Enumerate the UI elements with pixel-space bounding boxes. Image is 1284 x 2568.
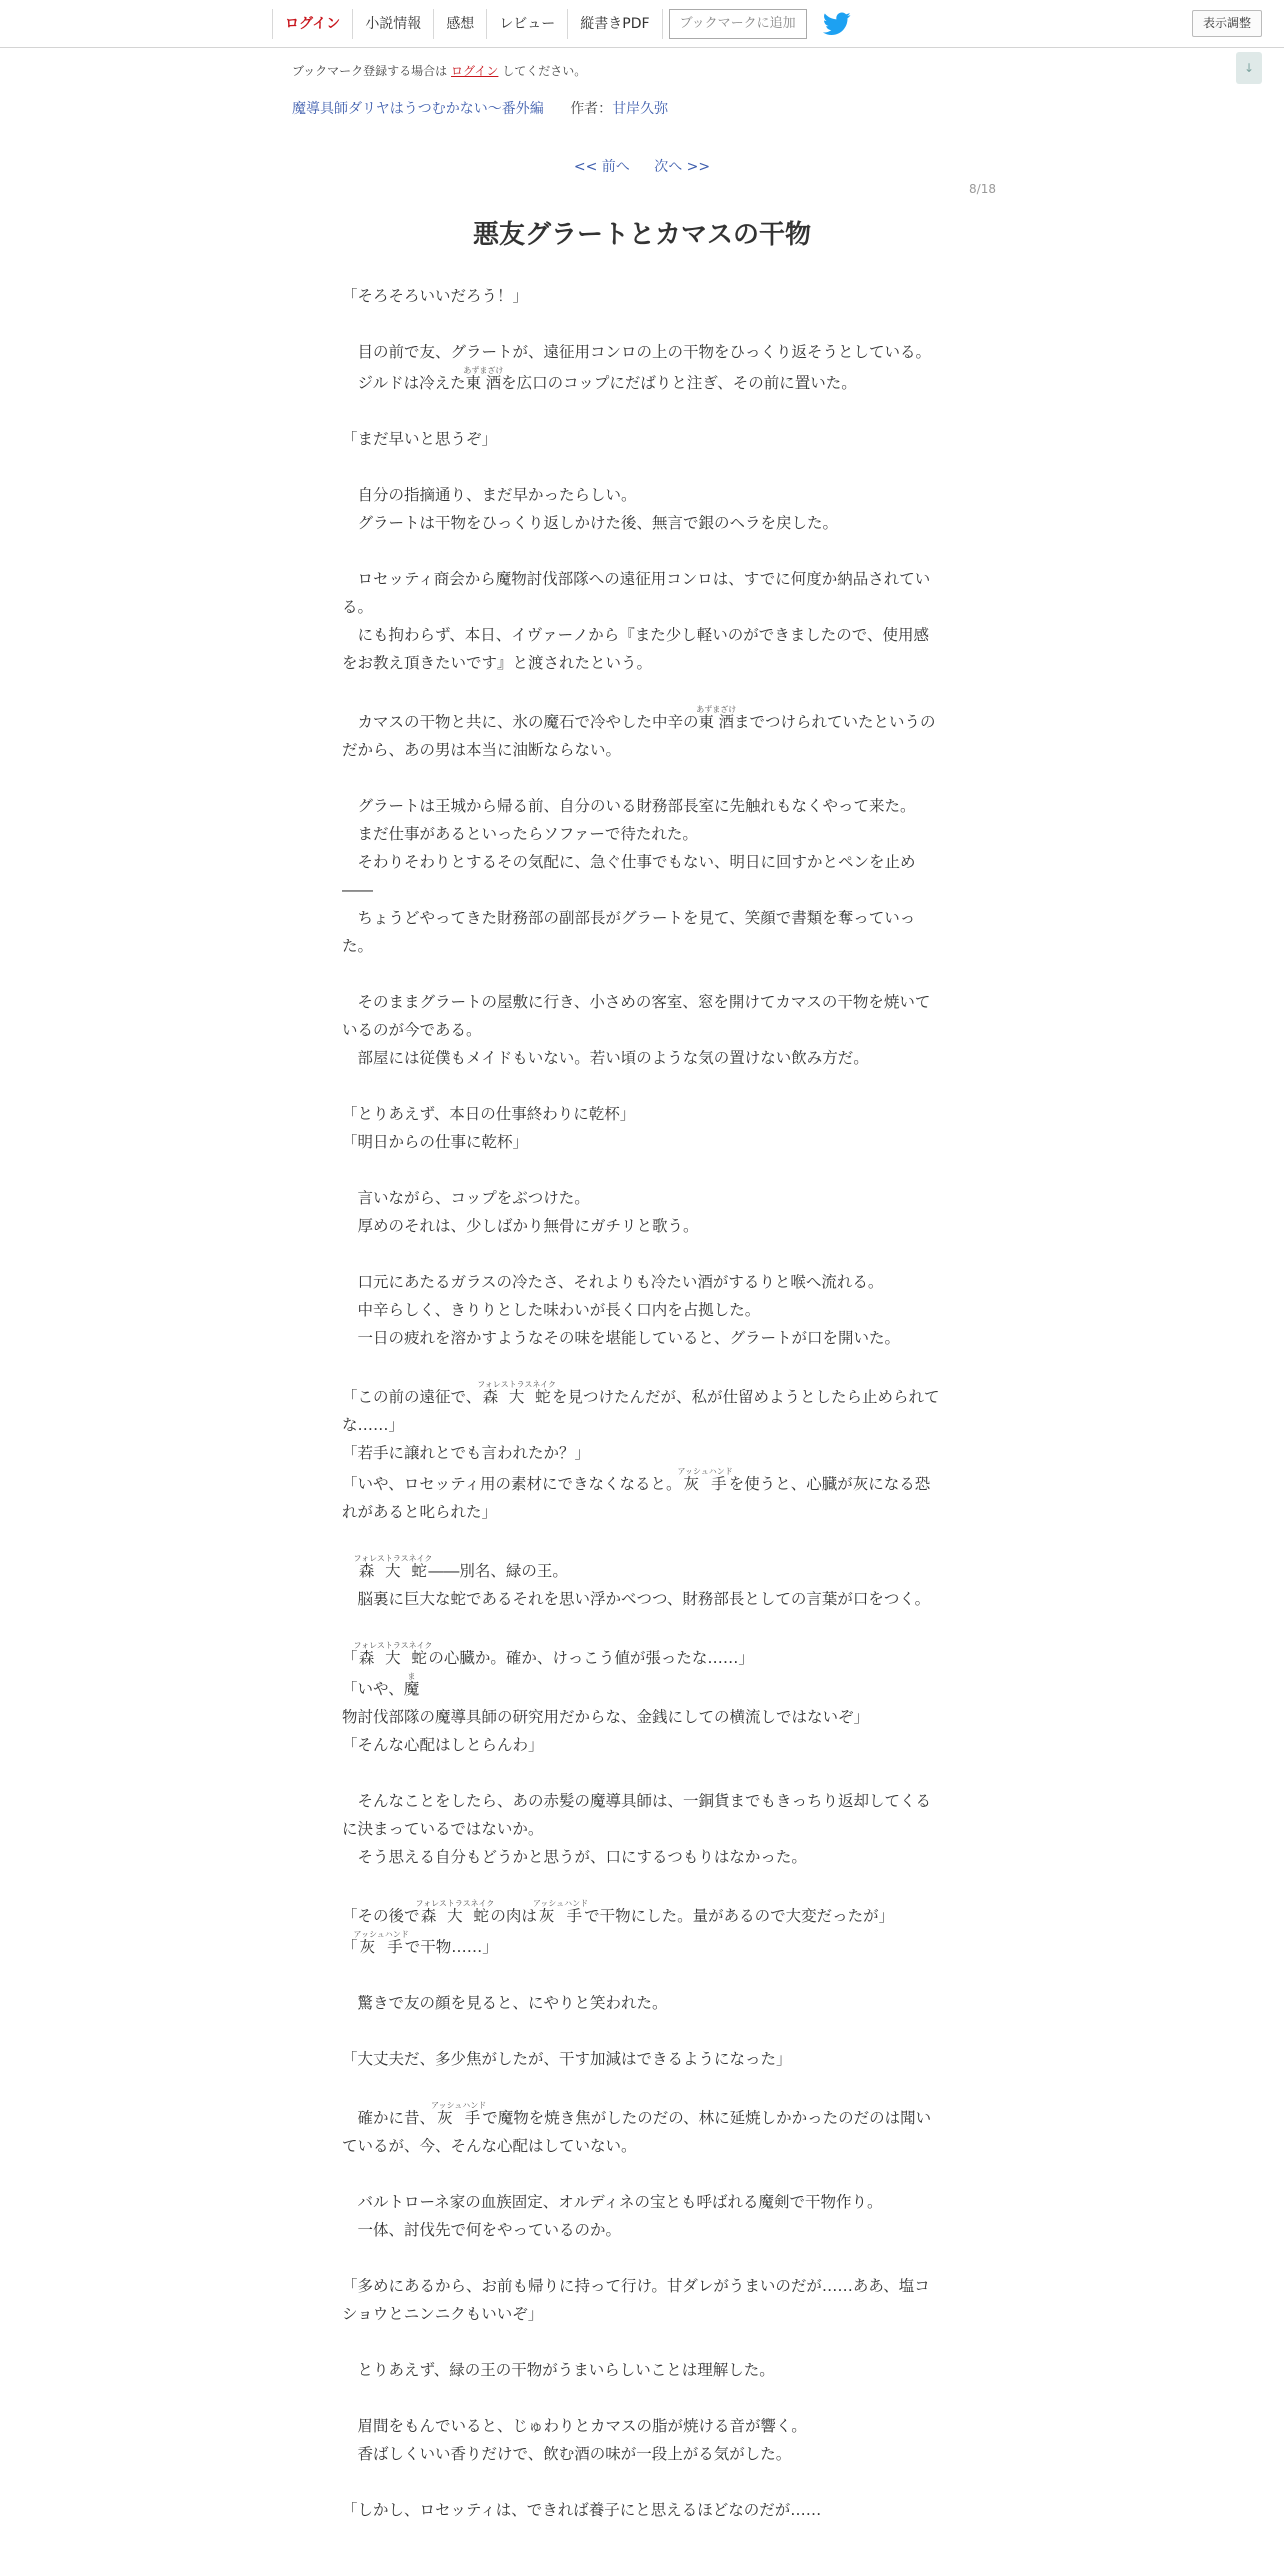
ruby-base: 灰手 [532,1907,589,1925]
ruby-base: 森大蛇 [353,1562,433,1580]
body-line: 口元にあたるガラスの冷たさ、それよりも冷たい酒がするりと喉へ流れる。 [342,1273,884,1291]
text-segment: までつけられていたというのだから、あの男は本当に油断ならない。 [342,713,936,759]
text-segment: カマスの干物と共に、氷の魔石で冷やした中辛の [342,713,699,731]
ruby-base: 森大蛇 [477,1388,556,1406]
notice-prefix: ブックマーク登録する場合は [292,64,448,78]
text-segment: で干物……」 [404,1938,498,1956]
body-line: 「そろそろいいだろう！」 [342,287,529,305]
ruby-ash-hand [431,2101,487,2127]
review-link[interactable]: レビュー [486,9,567,39]
body-line: 一日の疲れを溶かすようなその味を堪能していると、グラートが口を開いた。 [342,1329,901,1347]
body-line: 香ばしくいい香りだけで、飲む酒の味が一段上がる気がした。 [342,2445,792,2463]
body-line: 「そんな心配はしとらんわ」 [342,1736,544,1754]
ruby-ash-hand [532,1899,589,1925]
body-line: とりあえず、緑の王の干物がうまいらしいことは理解した。 [342,2361,775,2379]
body-line [342,1930,942,1961]
ruby-base: 魔 [403,1680,420,1698]
ruby-reading: フォレストラスネイク [353,1641,433,1650]
text-segment: 「いや、ロセッティ用の素材にできなくなると。 [342,1475,682,1493]
text-segment: 確かに昔、 [342,2109,436,2127]
body-line: そう思える自分もどうかと思うが、口にするつもりはなかった。 [342,1848,807,1866]
body-line: 「しかし、ロセッティは、できれば養子にと思えるほどなのだが…… [342,2501,822,2519]
text-segment: ――別名、緑の王。 [428,1562,568,1580]
body-line: バルトローネ家の血族固定、オルディネの宝とも呼ばれる魔剣で干物作り。 [342,2193,883,2211]
top-navigation-bar [0,0,1284,48]
body-line [342,366,942,397]
blank-line [342,537,942,565]
blank-line [342,1871,942,1899]
body-line: そのままグラートの屋敷に行き、小さめの客室、窓を開けてカマスの干物を焼いているのが今である。 [342,993,931,1039]
blank-line [342,1961,942,1989]
text-segment: ジルドは冷えた [342,374,466,392]
ruby-ash-hand [677,1467,733,1493]
ruby-base: 森大蛇 [353,1649,433,1667]
series-info [292,98,668,118]
blank-line [342,2244,942,2272]
series-title-link[interactable]: 魔導具師ダリヤはうつむかない～番外編 [292,101,544,117]
ruby-azumazake [696,705,737,731]
scroll-down-button[interactable]: ↓ [1236,52,1262,84]
body-line: 「若手に譲れとでも言われたか？」 [342,1444,591,1462]
blank-line [342,453,942,481]
text-segment: 「その後で [342,1907,420,1925]
ruby-reading: あずまざけ [463,366,504,375]
ruby-reading: フォレストラスネイク [353,1554,433,1563]
bookmark-notice [292,62,586,79]
body-line [342,1467,942,1526]
body-line [342,1641,942,1672]
body-line: グラートは干物をひっくり返しかけた後、無言で銀のヘラを戻した。 [342,514,839,532]
text-segment: の心臓か。確か、けっこう値が張ったな……」 [428,1649,754,1667]
ruby-ash-hand [353,1930,409,1956]
blank-line [342,1759,942,1787]
page-number: 8/18 [969,182,996,196]
body-line: 一体、討伐先で何をやっているのか。 [342,2221,622,2239]
ruby-forest-snake [477,1380,557,1406]
twitter-bird-icon[interactable] [823,12,851,36]
body-line: 「まだ早いと思うぞ」 [342,430,498,448]
body-line: 眉間をもんでいると、じゅわりとカマスの脂が焼ける音が響く。 [342,2417,807,2435]
blank-line [342,397,942,425]
ruby-reading: ま [403,1672,420,1681]
ruby-base: 森大蛇 [415,1907,495,1925]
body-line: 「多めにあるから、お前も帰りに持って行け。甘ダレがうまいのだが……ああ、塩コショウとニンニクもいいぞ」 [342,2277,930,2323]
body-line [342,2101,942,2160]
pager [0,156,1284,176]
blank-line [342,1240,942,1268]
ruby-reading: フォレストラスネイク [477,1380,557,1389]
display-settings-button[interactable]: 表示調整 [1192,10,1262,37]
prev-page-link[interactable]: << 前へ [573,159,630,175]
body-line: 目の前で友、グラートが、遠征用コンロの上の干物をひっくり返そうとしている。 [342,343,932,361]
ruby-base: 灰手 [431,2109,487,2127]
ruby-base: 東酒 [696,713,737,731]
body-line [342,1672,942,1731]
body-line: 中辛らしく、きりりとした味わいが長く口内を占拠した。 [342,1301,761,1319]
ruby-reading: あずまざけ [696,705,737,714]
ruby-forest-snake [353,1641,433,1667]
novel-info-link[interactable]: 小説情報 [352,9,433,39]
blank-line [342,2017,942,2045]
ruby-reading: フォレストラスネイク [415,1899,495,1908]
vertical-pdf-link[interactable]: 縦書きPDF [567,9,662,39]
body-line: 言いながら、コップをぶつけた。 [342,1189,590,1207]
body-line: グラートは王城から帰る前、自分のいる財務部長室に先触れもなくやって来た。 [342,797,916,815]
text-segment: 「いや、 [342,1680,404,1698]
ruby-base: 東酒 [463,374,504,392]
body-line: ちょうどやってきた財務部の副部長がグラートを見て、笑顔で書類を奪っていった。 [342,909,916,955]
ruby-reading: アッシュハンド [677,1467,733,1476]
chapter-title: 悪友グラートとカマスの干物 [472,220,811,250]
body-line: 厚めのそれは、少しばかり無骨にガチリと歌う。 [342,1217,699,1235]
blank-line [342,2328,942,2356]
ruby-azumazake [463,366,504,392]
blank-line [342,764,942,792]
body-line: 自分の指摘通り、まだ早かったらしい。 [342,486,637,504]
text-segment: の肉は [490,1907,537,1925]
body-line: 「とりあえず、本日の仕事終わりに乾杯」 [342,1105,636,1123]
author-label: 作者： [570,101,613,117]
blank-line [342,1352,942,1380]
ruby-base: 灰手 [353,1938,409,1956]
body-line: まだ仕事があるといったらソファーで待たれた。 [342,825,698,843]
ruby-reading: アッシュハンド [431,2101,487,2110]
nav-menu [272,7,851,41]
blank-line [342,960,942,988]
body-line: 「明日からの仕事に乾杯」 [342,1133,529,1151]
body-line: 脳裏に巨大な蛇であるそれを思い浮かべつつ、財務部長としての言葉が口をつく。 [342,1590,931,1608]
add-bookmark-button[interactable]: ブックマークに追加 [669,9,807,39]
body-line [342,1380,942,1439]
novel-body [342,282,942,2524]
text-segment: で魔物を焼き焦がしたのだの、林に延焼しかかったのだのは聞いているが、今、そんな心配はしていない。 [342,2109,932,2155]
next-page-link[interactable]: 次へ >> [654,159,711,175]
body-line: そわりそわりとするその気配に、急ぐ仕事でもない、明日に回すかとペンを止め―― [342,853,916,899]
text-segment: 「この前の遠征で、 [342,1388,482,1406]
blank-line [342,677,942,705]
ruby-reading: アッシュハンド [353,1930,409,1939]
impressions-link[interactable]: 感想 [433,9,486,39]
notice-login-link[interactable]: ログイン [451,64,499,78]
author-link[interactable]: 甘岸久弥 [612,101,669,117]
body-line: にも拘わらず、本日、イヴァーノから『また少し軽いのができましたので、使用感をお教え頂きたいです』と渡されたという。 [342,626,929,672]
ruby-reading: アッシュハンド [532,1899,589,1908]
text-segment: で干物にした。量があるので大変だったが」 [584,1907,895,1925]
body-line: 「大丈夫だ、多少焦がしたが、干す加減はできるようになった」 [342,2050,792,2068]
blank-line [342,2468,942,2496]
text-segment: を見つけたんだが、私が仕留めようとしたら止められてな……」 [342,1388,940,1434]
login-link[interactable]: ログイン [272,9,352,39]
body-line [342,705,942,764]
blank-line [342,1526,942,1554]
text-segment: を使うと、心臓が灰になる恐れがあると叱られた」 [342,1475,931,1521]
text-segment: 「 [342,1649,358,1667]
body-line [342,1554,942,1585]
body-line: そんなことをしたら、あの赤髪の魔導具師は、一銅貨までもきっちり返却してくるに決まっているではないか。 [342,1792,932,1838]
ruby-forest-snake [353,1554,433,1580]
body-line [342,1899,942,1930]
text-segment: 物討伐部隊の魔導具師の研究用だからな、金銭にしての横流しではないぞ」 [342,1708,870,1726]
notice-suffix: してください。 [502,64,587,78]
blank-line [342,1613,942,1641]
blank-line [342,1072,942,1100]
body-line: 驚きで友の顔を見ると、にやりと笑われた。 [342,1994,668,2012]
blank-line [342,2073,942,2101]
blank-line [342,310,942,338]
text-segment: 「 [342,1938,358,1956]
blank-line [342,2160,942,2188]
ruby-ma [403,1672,420,1698]
body-line: ロセッティ商会から魔物討伐部隊への遠征用コンロは、すでに何度か納品されている。 [342,570,931,616]
ruby-forest-snake [415,1899,495,1925]
blank-line [342,1156,942,1184]
body-line: 部屋には従僕もメイドもいない。若い頃のような気の置けない飲み方だ。 [342,1049,869,1067]
blank-line [342,2384,942,2412]
text-segment: を広口のコップにだばりと注ぎ、その前に置いた。 [501,374,857,392]
ruby-base: 灰手 [677,1475,733,1493]
